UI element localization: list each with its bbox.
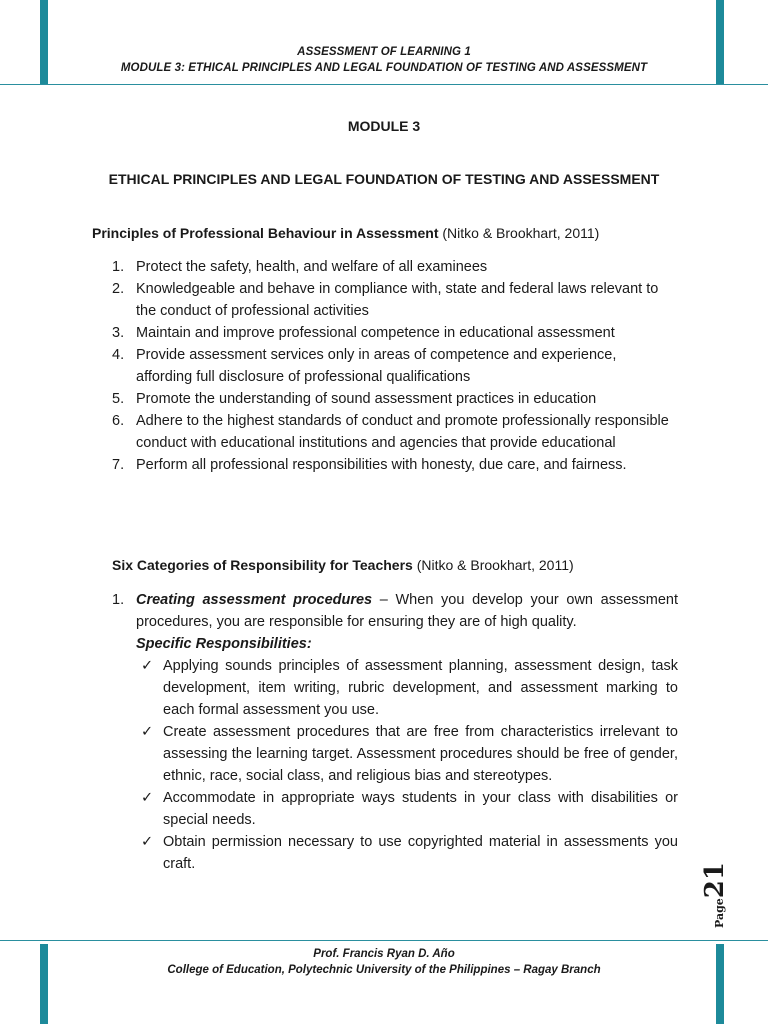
list-item-number: 4.	[112, 347, 125, 363]
list-item-number: 3.	[112, 325, 125, 341]
responsibility-checklist	[112, 655, 678, 875]
header-divider	[0, 84, 768, 85]
checklist-item	[141, 655, 678, 721]
check-icon: ✓	[141, 724, 154, 740]
list-item-number: 5.	[112, 391, 125, 407]
category-number: 1.	[112, 592, 125, 608]
list-item-text: Knowledgeable and behave in compliance with, state and federal laws relevant to the conduct of professional activities	[136, 281, 659, 319]
list-item	[112, 322, 672, 344]
checklist-item-text: Create assessment procedures that are free from characteristics irrelevant to assessing the learning target. Assessment procedures should be free of gender, ethnic, race, social class, and religious bias and stereotypes.	[163, 724, 678, 784]
list-item-number: 1.	[112, 259, 125, 275]
list-item-number: 7.	[112, 457, 125, 473]
category-item-1	[112, 589, 678, 875]
list-item-text: Provide assessment services only in areas of competence and experience, affording full disclosure of professional qualifications	[136, 347, 617, 385]
specific-responsibilities-colon: :	[306, 636, 312, 652]
specific-responsibilities-heading	[112, 633, 678, 655]
list-item	[112, 344, 672, 388]
list-item-text: Promote the understanding of sound assessment practices in education	[136, 391, 597, 407]
page-number: 21	[700, 862, 730, 899]
principles-citation: (Nitko & Brookhart, 2011)	[442, 225, 600, 241]
footer-author: Prof. Francis Ryan D. Año	[313, 948, 455, 960]
check-icon: ✓	[141, 790, 154, 806]
list-item-text: Adhere to the highest standards of conduct and promote professionally responsible conduct with educational institutions and agencies that provide educational	[136, 413, 669, 451]
category-title: Creating assessment procedures	[136, 592, 373, 608]
list-item	[112, 278, 672, 322]
list-item	[112, 410, 672, 454]
page-word: Page	[713, 898, 726, 928]
specific-responsibilities-label: Specific Responsibilities	[136, 636, 307, 652]
page-number-label	[692, 862, 768, 928]
checklist-item-text: Obtain permission necessary to use copyrighted material in assessments you craft.	[163, 834, 678, 872]
header-module-title: MODULE 3: ETHICAL PRINCIPLES AND LEGAL FOUNDATION OF TESTING AND ASSESSMENT	[120, 62, 648, 74]
checklist-item-text: Applying sounds principles of assessment planning, assessment design, task development, item writing, rubric development, and assessment marking to each formal assessment you use.	[163, 658, 678, 718]
category-description	[112, 589, 678, 633]
principles-heading	[92, 225, 599, 241]
footer-divider	[0, 940, 768, 941]
list-item-text: Maintain and improve professional competence in educational assessment	[136, 325, 615, 341]
check-icon: ✓	[141, 834, 154, 850]
module-subtitle: ETHICAL PRINCIPLES AND LEGAL FOUNDATION OF TESTING AND ASSESSMENT	[108, 171, 660, 187]
six-categories-heading-text: Six Categories of Responsibility for Teachers	[112, 557, 413, 573]
list-item	[112, 256, 672, 278]
principles-heading-text: Principles of Professional Behaviour in Assessment	[92, 225, 439, 241]
checklist-item	[141, 721, 678, 787]
checklist-item	[141, 787, 678, 831]
list-item-number: 6.	[112, 413, 125, 429]
principles-list	[112, 256, 672, 476]
list-item-text: Perform all professional responsibilities with honesty, due care, and fairness.	[136, 457, 627, 473]
list-item-number: 2.	[112, 281, 125, 297]
category-desc-text: – When you develop your own assessment procedures, you are responsible for ensuring they are of high quality.	[136, 592, 678, 630]
list-item	[112, 388, 672, 410]
list-item	[112, 454, 672, 476]
list-item-text: Protect the safety, health, and welfare of all examinees	[136, 259, 488, 275]
header-course-title: ASSESSMENT OF LEARNING 1	[297, 46, 471, 58]
checklist-item	[141, 831, 678, 875]
check-icon: ✓	[141, 658, 154, 674]
footer-institution: College of Education, Polytechnic University of the Philippines – Ragay Branch	[167, 964, 601, 976]
checklist-item-text: Accommodate in appropriate ways students in your class with disabilities or special needs.	[163, 790, 678, 828]
six-categories-citation: (Nitko & Brookhart, 2011)	[416, 557, 574, 573]
six-categories-heading	[112, 557, 574, 573]
module-title: MODULE 3	[347, 118, 421, 134]
